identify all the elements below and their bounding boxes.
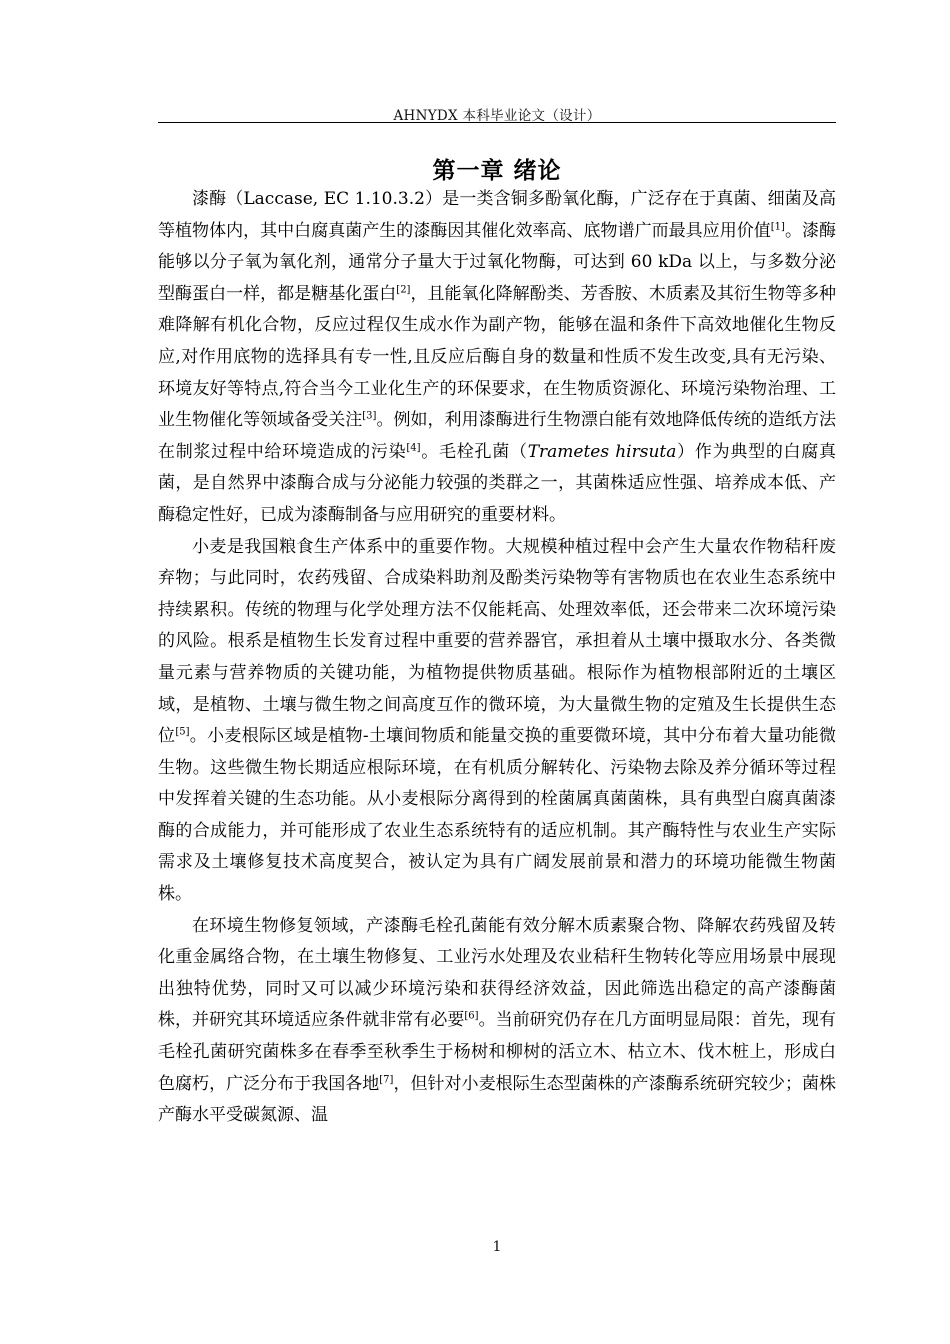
- running-header: AHNYDX 本科毕业论文（设计）: [393, 108, 601, 124]
- citation-ref: [1]: [770, 220, 785, 232]
- text-run: 小麦是我国粮食生产体系中的重要作物。大规模种植过程中会产生大量农作物秸秆废弃物；与此同时，农药残留、合成染料助剂及酚类污染物等有害物质也在农业生态系统中持续累积。传统的物理与化学处理方法不仅能耗高、处理效率低，还会带来二次环境污染的风险。根系是植物生长发育过程中重要的营养器官，承担着从土壤中摄取水分、各类微量元素与营养物质的关键功能，为植物提供物质基础。根际作为植物根部附近的土壤区域，是植物、土壤与微生物之间高度互作的微环境，为大量微生物的定殖及生长提供生态位: [158, 536, 836, 747]
- citation-ref: [2]: [396, 284, 411, 296]
- paragraph-bioremediation: [158, 911, 836, 1132]
- chapter-title: 第一章 绪论: [432, 158, 562, 184]
- text-run: 在环境生物修复领域，产漆酶毛栓孔菌能有效分解木质素聚合物、降解农药残留及转化重金属络合物，在土壤生物修复、工业污水处理及农业秸秆生物转化等应用场景中展现出独特优势，同时又可以减少环境污染和获得经济效益，因此筛选出稳定的高产漆酶菌株，并研究其环境适应条件就非常有必要: [158, 915, 836, 1031]
- paragraph-wheat-rhizosphere: [158, 532, 836, 911]
- text-run: ）作为典型的白腐真菌，是自然界中漆酶合成与分泌能力较强的类群之一，其菌株适应性强、培养成本低、产酶稳定性好，已成为漆酶制备与应用研究的重要材料。: [158, 441, 837, 525]
- text-run: 。当前研究仍存在几方面明显局限：首先，现有毛栓孔菌研究菌株多在春季至秋季生于杨树和柳树的活立木、枯立木、伐木桩上，形成白色腐朽，广泛分布于我国各地: [158, 1010, 837, 1094]
- citation-ref: [3]: [362, 410, 377, 422]
- text-run: ，且能氧化降解酚类、芳香胺、木质素及其衍生物等多种难降解有机化合物，反应过程仅生成水作为副产物，能够在温和条件下高效地催化生物反应,对作用底物的选择具有专一性,且反应后酶自身的数量和性质不发生改变,具有无污染、环境友好等特点,符合当今工业化生产的环保要求，在生物质资源化、环境污染物治理、工业生物催化等领域备受关注: [158, 283, 836, 431]
- species-name: Trametes hirsuta: [527, 441, 677, 462]
- text-run: 。漆酶能够以分子氧为氧化剂，通常分子量大于过氧化物酶，可达到 60 kDa 以上，与多数分泌型酶蛋白一样，都是糖基化蛋白: [158, 220, 837, 304]
- text-run: 。例如，利用漆酶进行生物漂白能有效地降低传统的造纸方法在制浆过程中给环境造成的污染: [158, 410, 837, 462]
- text-run: 。小麦根际区域是植物-土壤间物质和能量交换的重要微环境，其中分布着大量功能微生物。这些微生物长期适应根际环境，在有机质分解转化、污染物去除及养分循环等过程中发挥着关键的生态功能。从小麦根际分离得到的栓菌属真菌菌株，具有典型白腐真菌漆酶的合成能力，并可能形成了农业生态系统特有的适应机制。其产酶特性与农业生产实际需求及土壤修复技术高度契合，被认定为具有广阔发展前景和潜力的环境功能微生物菌株。: [158, 726, 836, 905]
- citation-ref: [5]: [175, 726, 190, 738]
- citation-ref: [7]: [379, 1073, 394, 1085]
- header-divider: [158, 122, 836, 123]
- text-run: ，但针对小麦根际生态型菌株的产漆酶系统研究较少；菌株产酶水平受碳氮源、温: [158, 1073, 837, 1126]
- text-run: 漆酶（Laccase, EC 1.10.3.2）是一类含铜多酚氧化酶，广泛存在于真菌、细菌及高等植物体内，其中白腐真菌产生的漆酶因其催化效率高、底物谱广而最具应用价值: [158, 189, 836, 241]
- body-text: [158, 184, 836, 1132]
- paragraph-laccase-intro: [158, 184, 836, 532]
- text-run: 。毛栓孔菌（: [420, 441, 528, 462]
- citation-ref: [4]: [406, 442, 421, 454]
- citation-ref: [6]: [464, 1010, 479, 1022]
- page-number: 1: [492, 1239, 502, 1255]
